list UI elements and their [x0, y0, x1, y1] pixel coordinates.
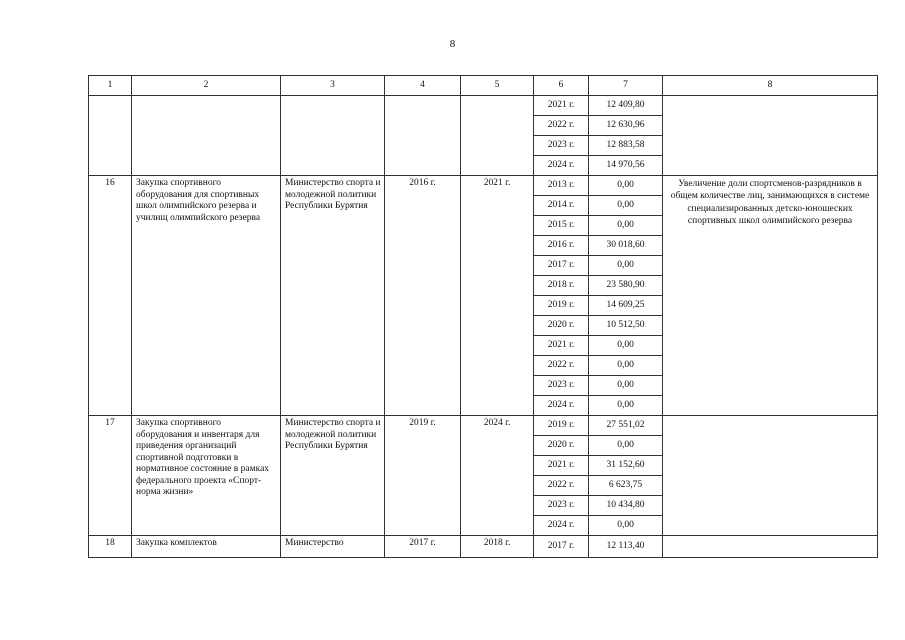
amount-cell: 12 630,96: [589, 116, 663, 136]
amount-cell: 10 512,50: [589, 316, 663, 336]
item-executor: Министерство спорта и молодежной политики Республики Бурятия: [281, 176, 385, 416]
amount-cell: 10 434,80: [589, 496, 663, 516]
year-cell: 2022 г.: [534, 356, 589, 376]
item-result: [663, 536, 878, 558]
amount-cell: 14 970,56: [589, 156, 663, 176]
amount-cell: 0,00: [589, 176, 663, 196]
year-cell: 2017 г.: [534, 256, 589, 276]
col-header-3: 3: [281, 76, 385, 96]
item-end-year: 2024 г.: [461, 416, 534, 536]
year-cell: 2013 г.: [534, 176, 589, 196]
table-row: [89, 176, 878, 196]
year-cell: 2022 г.: [534, 476, 589, 496]
year-cell: 2018 г.: [534, 276, 589, 296]
col-header-7: 7: [589, 76, 663, 96]
year-cell: 2021 г.: [534, 96, 589, 116]
table-row: [89, 416, 878, 436]
year-cell: 2021 г.: [534, 336, 589, 356]
amount-cell: 0,00: [589, 436, 663, 456]
amount-cell: 0,00: [589, 376, 663, 396]
year-cell: 2016 г.: [534, 236, 589, 256]
cont-executor-cell: [281, 96, 385, 176]
year-cell: 2019 г.: [534, 296, 589, 316]
amount-cell: 6 623,75: [589, 476, 663, 496]
item-end-year: 2018 г.: [461, 536, 534, 558]
header-row: [89, 76, 878, 96]
amount-cell: 14 609,25: [589, 296, 663, 316]
amount-cell: 27 551,02: [589, 416, 663, 436]
amount-cell: 12 409,80: [589, 96, 663, 116]
year-cell: 2020 г.: [534, 436, 589, 456]
amount-cell: 0,00: [589, 196, 663, 216]
year-cell: 2020 г.: [534, 316, 589, 336]
year-cell: 2021 г.: [534, 456, 589, 476]
year-cell: 2017 г.: [534, 536, 589, 558]
table-row: [89, 96, 878, 116]
amount-cell: 31 152,60: [589, 456, 663, 476]
item-name: Закупка спортивного оборудования и инвентаря для приведения организаций спортивной подготовки в нормативное состояние в рамках федерального проекта «Спорт- норма жизни»: [132, 416, 281, 536]
col-header-6: 6: [534, 76, 589, 96]
cont-num-cell: [89, 96, 132, 176]
col-header-1: 1: [89, 76, 132, 96]
amount-cell: 30 018,60: [589, 236, 663, 256]
year-cell: 2014 г.: [534, 196, 589, 216]
col-header-8: 8: [663, 76, 878, 96]
item-result: Увеличение доли спортсменов-разрядников в общем количестве лиц, занимающихся в системе специализированных детско-юношеских спортивных школ олимпийского резерва: [663, 176, 878, 416]
amount-cell: 0,00: [589, 356, 663, 376]
item-start-year: 2017 г.: [385, 536, 461, 558]
year-cell: 2024 г.: [534, 516, 589, 536]
year-cell: 2023 г.: [534, 496, 589, 516]
page-number: 8: [449, 38, 456, 50]
cont-end-cell: [461, 96, 534, 176]
amount-cell: 12 883,58: [589, 136, 663, 156]
item-start-year: 2016 г.: [385, 176, 461, 416]
col-header-2: 2: [132, 76, 281, 96]
amount-cell: 23 580,90: [589, 276, 663, 296]
item-name: Закупка комплектов: [132, 536, 281, 558]
item-number: 17: [89, 416, 132, 536]
amount-cell: 0,00: [589, 336, 663, 356]
item-end-year: 2021 г.: [461, 176, 534, 416]
amount-cell: 0,00: [589, 216, 663, 236]
amount-cell: 12 113,40: [589, 536, 663, 558]
item-number: 18: [89, 536, 132, 558]
item-executor: Министерство спорта и молодежной политики Республики Бурятия: [281, 416, 385, 536]
year-cell: 2024 г.: [534, 156, 589, 176]
cont-result-cell: [663, 96, 878, 176]
year-cell: 2022 г.: [534, 116, 589, 136]
amount-cell: 0,00: [589, 396, 663, 416]
item-executor: Министерство: [281, 536, 385, 558]
amount-cell: 0,00: [589, 516, 663, 536]
program-table: [88, 75, 878, 558]
year-cell: 2023 г.: [534, 136, 589, 156]
item-start-year: 2019 г.: [385, 416, 461, 536]
item-result: [663, 416, 878, 536]
cont-start-cell: [385, 96, 461, 176]
item-name: Закупка спортивного оборудования для спортивных школ олимпийского резерва и училищ олимпийского резерва: [132, 176, 281, 416]
amount-cell: 0,00: [589, 256, 663, 276]
year-cell: 2023 г.: [534, 376, 589, 396]
col-header-5: 5: [461, 76, 534, 96]
cont-name-cell: [132, 96, 281, 176]
year-cell: 2024 г.: [534, 396, 589, 416]
col-header-4: 4: [385, 76, 461, 96]
table-row: [89, 536, 878, 558]
year-cell: 2015 г.: [534, 216, 589, 236]
item-number: 16: [89, 176, 132, 416]
year-cell: 2019 г.: [534, 416, 589, 436]
